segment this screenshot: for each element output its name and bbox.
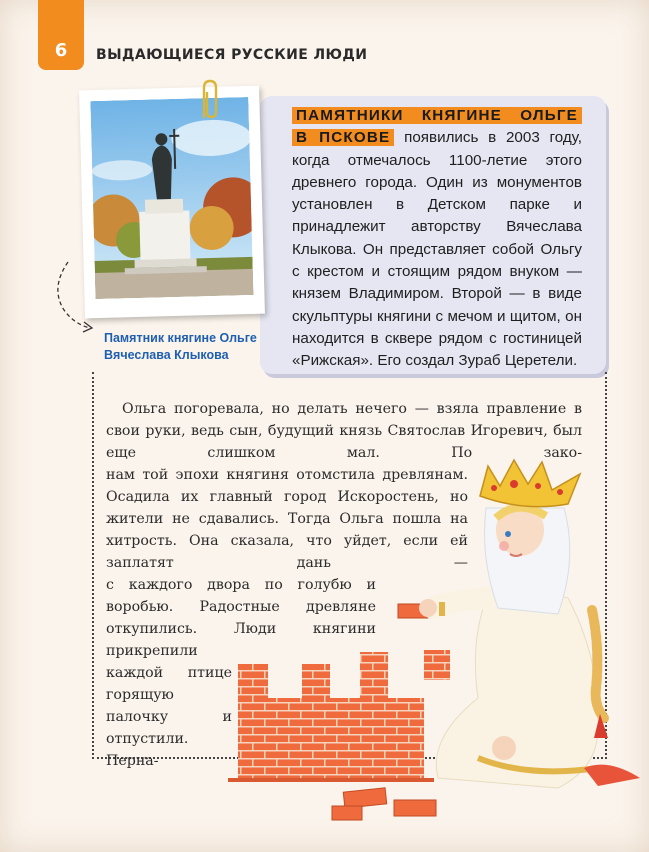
princess-olga-illustration: [228, 438, 648, 838]
story-paragraph-3: с каждого двора по голубю и воробью. Радостные древляне откупились. Люди княгини: [106, 577, 376, 637]
photo-caption-line2: Вячеслава Клыкова: [104, 348, 229, 362]
story-paragraph-4: прикрепили каждой птице горящую палочку и отпустили. Перна-: [106, 643, 232, 769]
photo-caption: [104, 330, 284, 364]
info-card-text: [292, 105, 582, 373]
story-text-1-end: По зако-: [451, 445, 582, 461]
info-heading-line1: ПАМЯТНИКИ КНЯГИНЕ ОЛЬГЕ: [292, 107, 582, 124]
chapter-title: ВЫДАЮЩИЕСЯ РУССКИЕ ЛЮДИ: [96, 47, 368, 63]
story-text-1: Ольга погоревала, но делать нечего — взяла правление в свои руки, ведь сын, будущий князь Святослав Игоревич, был еще слишком мал.: [106, 401, 582, 461]
dashed-arrow-icon: [50, 258, 100, 338]
monument-photo-frame: [79, 86, 265, 319]
info-body: появились в 2003 году, когда отмечалось 1100-летие этого древнего города. Один из монументов установлен в Детском парке и принадлежит авторству Вячеслава Клыкова. Он представляет собой Ольгу с крестом и стоящим рядом внуком — князем Владимиром. Второй — в виде скульптуры княгини с мечом и щитом, он находится в сквере рядом с гостиницей «Рижская». Его создал Зураб Церетели.: [292, 129, 582, 370]
page-number: 6: [54, 40, 68, 61]
monument-photo-illustration: [90, 97, 253, 299]
photo-caption-line1: Памятник княгине Ольге: [104, 331, 257, 345]
page-number-tab: [38, 0, 84, 70]
info-heading-line2: В ПСКОВЕ: [292, 129, 394, 146]
monument-photo: [90, 97, 253, 299]
story-paragraph-2: нам той эпохи княгиня отомстила древлянам. Осадила их главный город Искоростень, но жители не сдавались. Тогда Ольга пошла на хитрость. Она сказала, что уйдет, если ей заплатят дань —: [106, 467, 468, 571]
paperclip-icon: [196, 78, 222, 122]
